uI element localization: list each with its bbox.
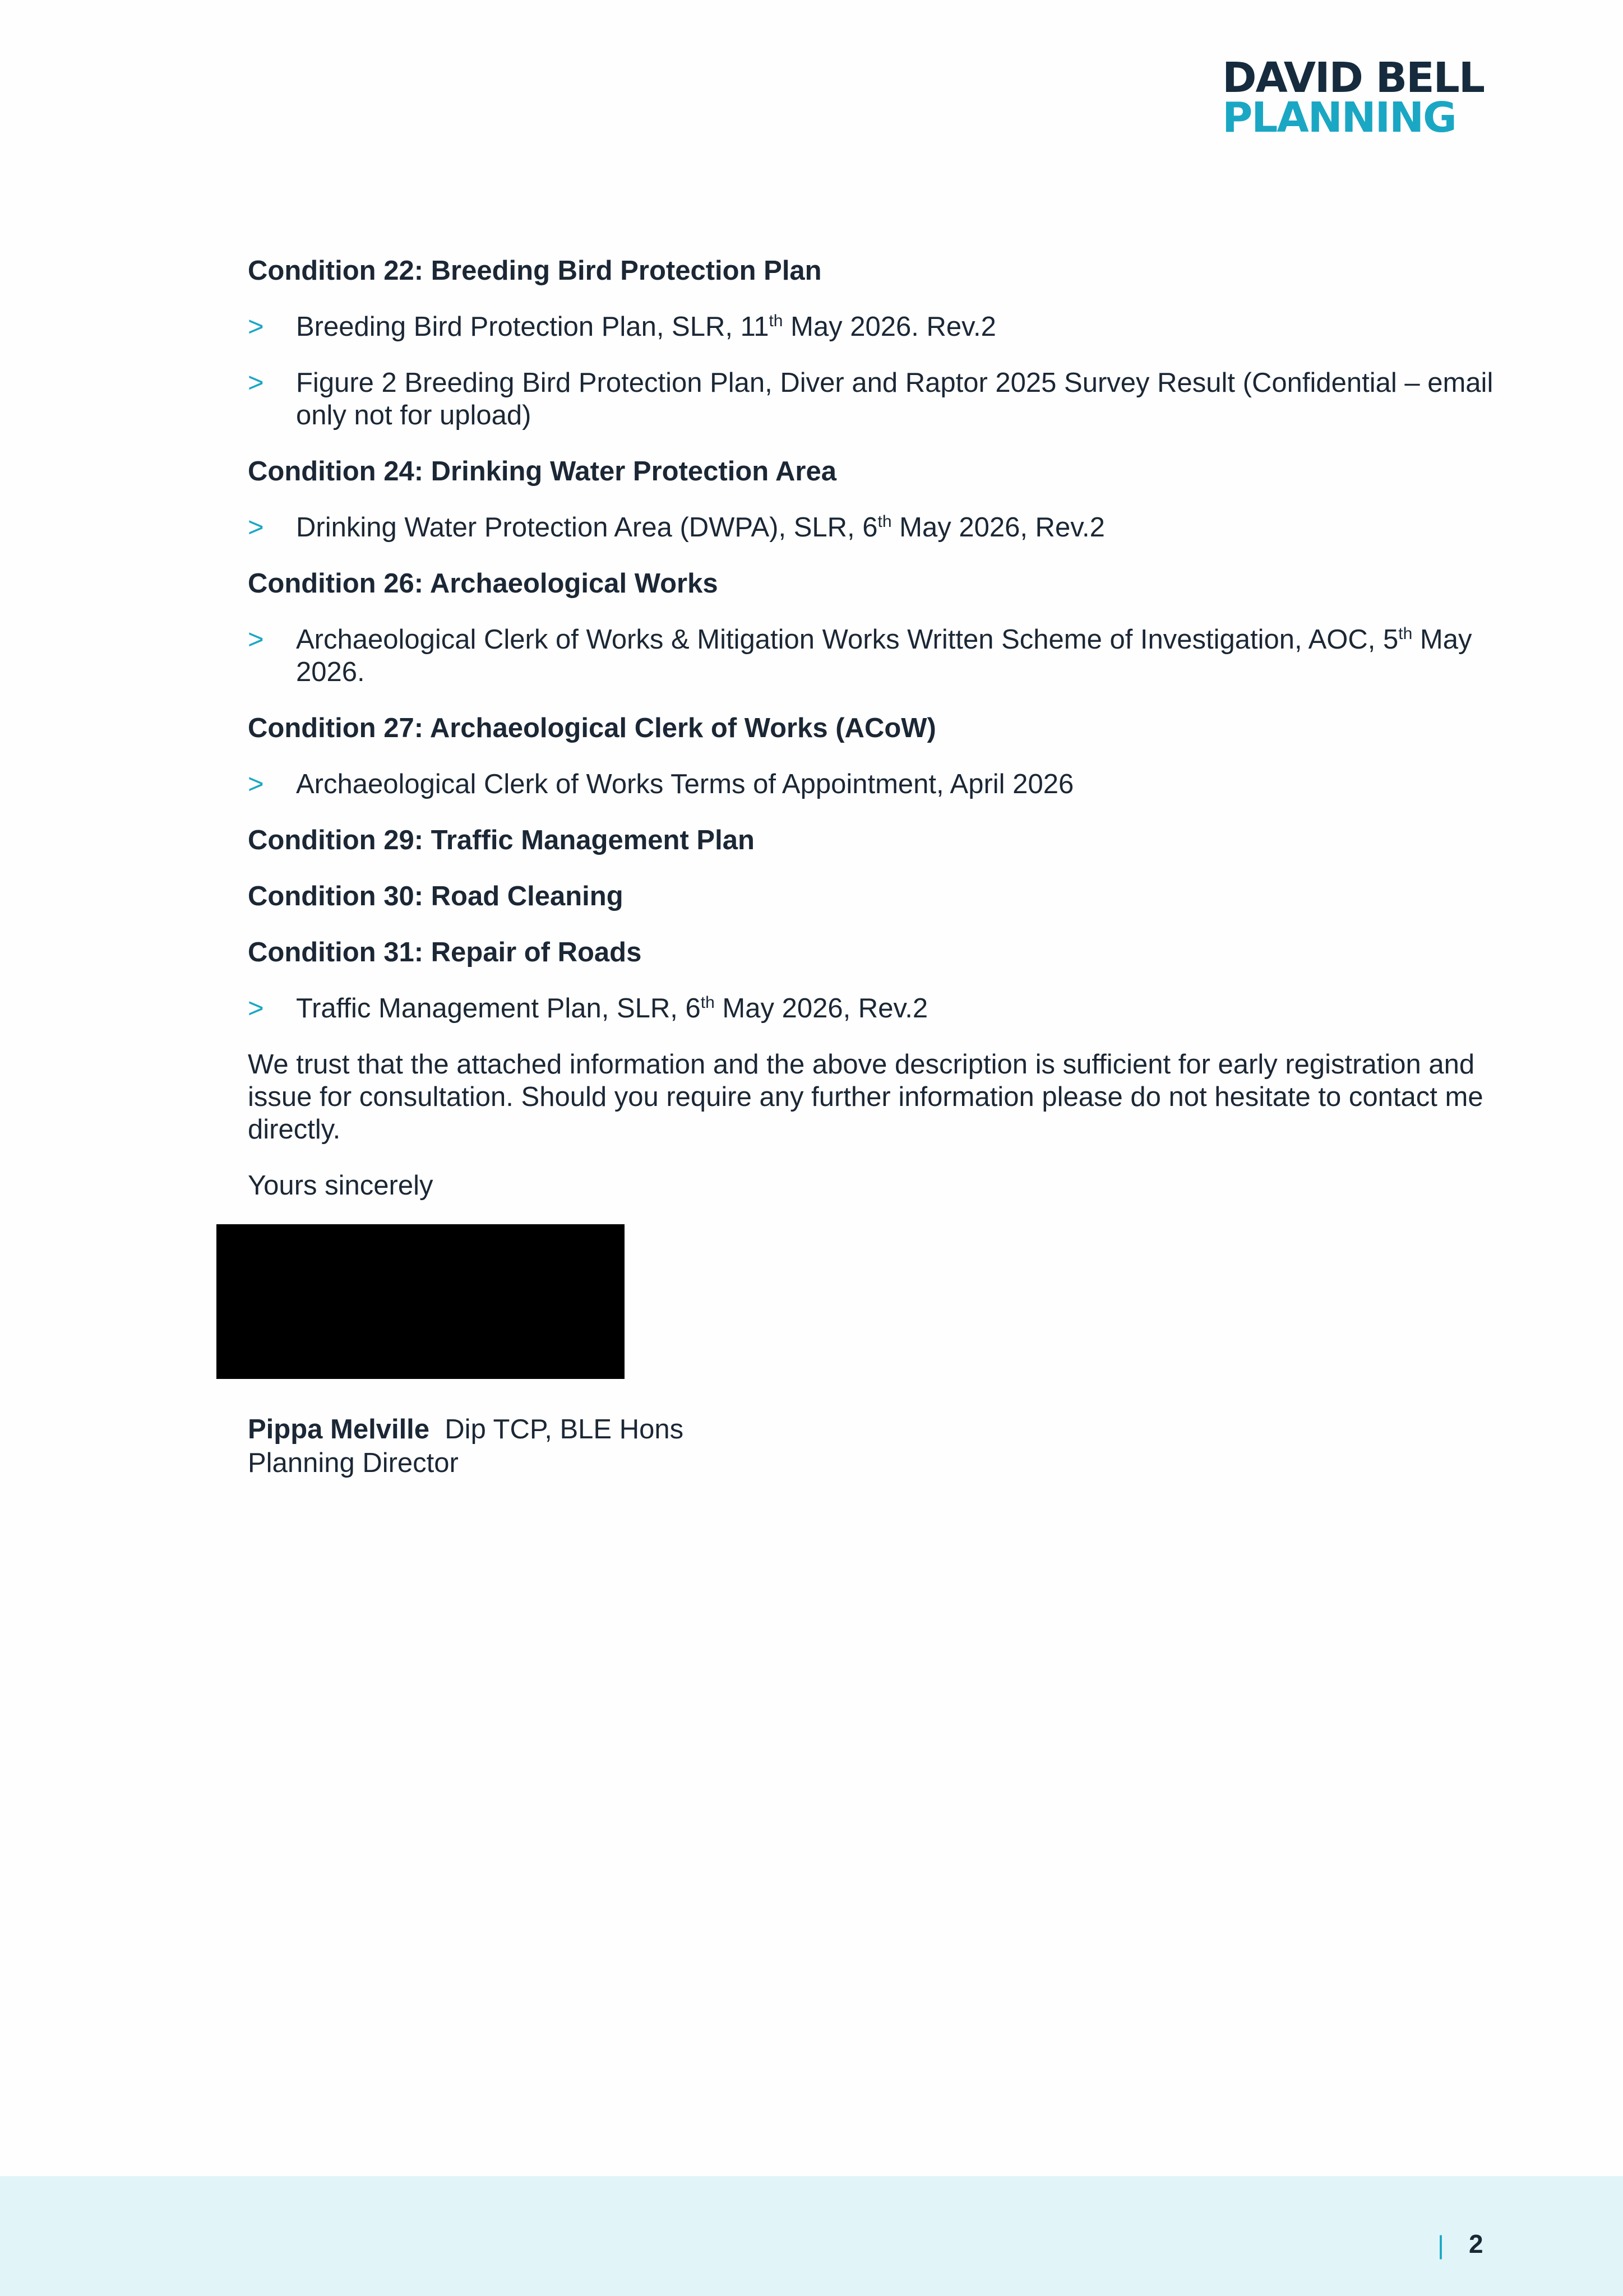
condition-26-heading: Condition 26: Archaeological Works [248,568,718,599]
list-item-text: Drinking Water Protection Area (DWPA), SLR, 6th May 2026, Rev.2 [296,512,1105,543]
condition-30-heading: Condition 30: Road Cleaning [248,881,623,911]
chevron-right-icon: > [248,312,264,342]
logo-line-1: DAVID BELL [1222,54,1484,102]
signatory-title: Planning Director [248,1448,459,1478]
list-item-text: Breeding Bird Protection Plan, SLR, 11th May 2026. Rev.2 [296,312,996,342]
condition-22-heading: Condition 22: Breeding Bird Protection Plan [248,256,822,286]
list-item-text: Figure 2 Breeding Bird Protection Plan, Diver and Raptor 2025 Survey Result (Confidential – email only not for upload) [296,368,1493,430]
page-footer [0,2176,1623,2296]
list-item [248,311,1493,343]
list-item-text: Archaeological Clerk of Works & Mitigation Works Written Scheme of Investigation, AOC, 5th May 2026. [296,624,1472,687]
chevron-right-icon: > [248,993,264,1024]
footer-separator: | [1437,2230,1444,2260]
page-number: 2 [1469,2229,1483,2258]
list-item-text: Archaeological Clerk of Works Terms of Appointment, April 2026 [296,769,1074,799]
list-item [248,768,1493,800]
list-item-text: Traffic Management Plan, SLR, 6th May 2026, Rev.2 [296,993,928,1024]
closing-paragraph: We trust that the attached information and the above description is sufficient for early registration and issue for consultation. Should you require any further information please do not hesitate to contact me directly. [248,1049,1483,1145]
chevron-right-icon: > [248,769,264,799]
list-item [248,511,1493,544]
sign-off: Yours sincerely [248,1170,433,1201]
condition-27-heading: Condition 27: Archaeological Clerk of Works (ACoW) [248,713,936,743]
company-logo [1222,54,1484,142]
condition-29-heading: Condition 29: Traffic Management Plan [248,825,755,855]
signatory-line [248,1413,683,1446]
logo-line-2: PLANNING [1222,94,1456,142]
letter-body [248,254,1493,1225]
condition-24-heading: Condition 24: Drinking Water Protection Area [248,456,836,487]
chevron-right-icon: > [248,368,264,398]
signatory-name: Pippa Melville [248,1414,430,1445]
redacted-signature [216,1224,625,1379]
list-item [248,623,1493,688]
list-item [248,367,1493,432]
chevron-right-icon: > [248,512,264,543]
list-item [248,992,1493,1025]
signature-block [248,1413,683,1480]
condition-31-heading: Condition 31: Repair of Roads [248,937,642,968]
signatory-qualifications: Dip TCP, BLE Hons [445,1414,684,1445]
chevron-right-icon: > [248,624,264,655]
